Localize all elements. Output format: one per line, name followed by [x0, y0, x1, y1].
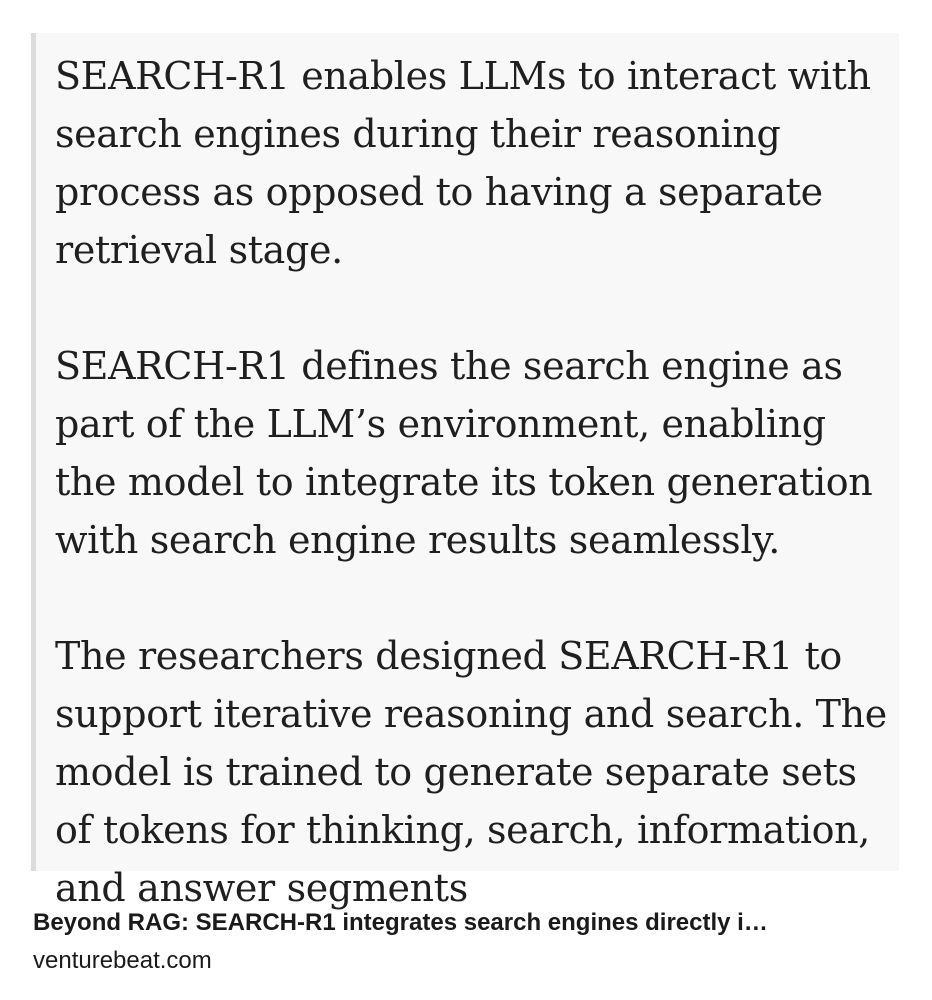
link-preview-domain: venturebeat.com — [33, 947, 212, 974]
quote-paragraph-1: SEARCH-R1 enables LLMs to interact with search engines during their reasoning process as opposed to having a separate retrieval stage. — [55, 54, 871, 272]
link-preview[interactable] — [33, 904, 893, 980]
blockquote-card — [31, 33, 899, 910]
quote-paragraph-2: SEARCH-R1 defines the search engine as part of the LLM’s environment, enabling the model to integrate its token generation with search engine results seamlessly. — [55, 344, 873, 562]
quote-body — [55, 47, 895, 917]
link-preview-title[interactable]: Beyond RAG: SEARCH-R1 integrates search engines directly i… — [33, 909, 768, 936]
quote-paragraph-3: The researchers designed SEARCH-R1 to support iterative reasoning and search. The model is trained to generate separate sets of tokens for thinking, search, information, and answer segments — [55, 634, 887, 910]
